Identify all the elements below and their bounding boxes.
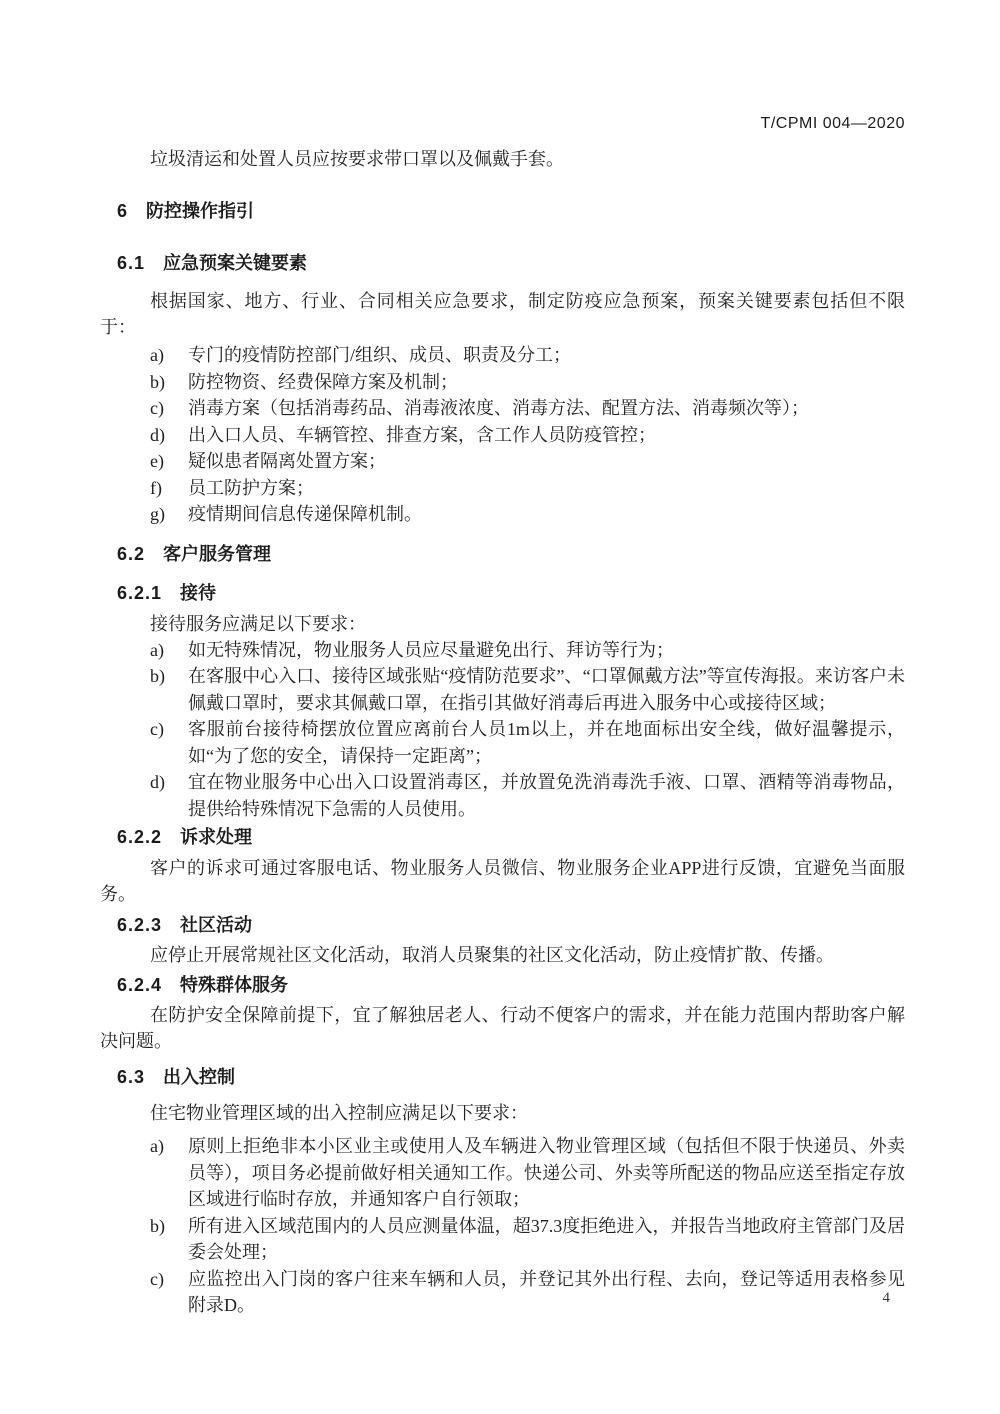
clause-6-2-1-title: 接待 bbox=[180, 582, 217, 603]
paragraph-complaint-handling: 客户的诉求可通过客服电话、物业服务人员微信、物业服务企业APP进行反馈，宜避免当面服务。 bbox=[100, 858, 905, 904]
list-text: 如无特殊情况，物业服务人员应尽量避免出行、拜访等行为； bbox=[188, 639, 674, 660]
paragraph-waste-staff: 垃圾清运和处置人员应按要求带口罩以及佩戴手套。 bbox=[150, 149, 564, 169]
page-number: 4 bbox=[882, 1290, 890, 1306]
list-marker: d) bbox=[150, 772, 165, 792]
list-marker: b) bbox=[150, 371, 165, 392]
list-emergency-plan-elements bbox=[100, 342, 905, 528]
list-text: 员工防护方案； bbox=[188, 477, 314, 498]
list-item bbox=[100, 342, 905, 369]
clause-6-2-2-number: 6.2.2 bbox=[117, 827, 163, 847]
clause-6-heading bbox=[117, 198, 905, 224]
list-marker: d) bbox=[150, 424, 165, 445]
paragraph-emergency-plan-intro: 根据国家、地方、行业、合同相关应急要求，制定防疫应急预案，预案关键要素包括但不限于： bbox=[100, 291, 905, 337]
clause-6-1-heading bbox=[117, 250, 905, 276]
paragraph-special-groups: 在防护安全保障前提下，宜了解独居老人、行动不便客户的需求，并在能力范围内帮助客户解决问题。 bbox=[100, 1005, 905, 1051]
list-item bbox=[100, 475, 905, 502]
clause-6-number: 6 bbox=[117, 201, 129, 221]
list-item bbox=[100, 716, 905, 769]
list-text: 应监控出入门岗的客户往来车辆和人员，并登记其外出行程、去向，登记等适用表格参见附录D。 bbox=[188, 1268, 905, 1315]
list-marker: c) bbox=[150, 1268, 164, 1289]
list-text: 出入口人员、车辆管控、排查方案，含工作人员防疫管控； bbox=[188, 424, 656, 445]
clause-6-1-title: 应急预案关键要素 bbox=[163, 253, 308, 273]
list-item bbox=[100, 422, 905, 449]
clause-6-2-2-heading bbox=[117, 824, 905, 850]
list-item bbox=[100, 1266, 905, 1319]
paragraph-access-control-intro: 住宅物业管理区域的出入控制应满足以下要求： bbox=[150, 1103, 528, 1123]
clause-6-3-number: 6.3 bbox=[117, 1067, 146, 1087]
list-text: 在客服中心入口、接待区域张贴“疫情防范要求”、“口罩佩戴方法”等宣传海报。来访客户未佩戴口罩时，要求其佩戴口罩，在指引其做好消毒后再进入服务中心或接待区域； bbox=[188, 666, 905, 713]
list-reception-requirements bbox=[100, 637, 905, 823]
list-marker: g) bbox=[150, 504, 165, 524]
list-text: 消毒方案（包括消毒药品、消毒液浓度、消毒方法、配置方法、消毒频次等）； bbox=[188, 398, 809, 418]
list-marker: c) bbox=[150, 398, 164, 418]
list-text: 防控物资、经费保障方案及机制； bbox=[188, 371, 458, 392]
clause-6-1-number: 6.1 bbox=[117, 253, 146, 273]
clause-6-3-title: 出入控制 bbox=[163, 1067, 236, 1087]
list-text: 宜在物业服务中心出入口设置消毒区，并放置免洗消毒洗手液、口罩、酒精等消毒物品，提供给特殊情况下急需的人员使用。 bbox=[188, 772, 905, 819]
list-access-control-requirements bbox=[100, 1133, 905, 1319]
list-item bbox=[100, 1213, 905, 1266]
doc-reference: T/CPMI 004—2020 bbox=[760, 115, 905, 132]
clause-6-2-title: 客户服务管理 bbox=[163, 543, 272, 564]
clause-6-2-4-title: 特殊群体服务 bbox=[180, 975, 289, 995]
list-item bbox=[100, 448, 905, 475]
list-text: 疑似患者隔离处置方案； bbox=[188, 451, 386, 471]
list-marker: f) bbox=[150, 477, 162, 498]
list-text: 专门的疫情防控部门/组织、成员、职责及分工； bbox=[188, 345, 571, 365]
list-item bbox=[100, 501, 905, 528]
list-marker: b) bbox=[150, 666, 165, 686]
list-marker: b) bbox=[150, 1215, 165, 1236]
list-item bbox=[100, 395, 905, 422]
list-marker: a) bbox=[150, 639, 164, 660]
clause-6-2-3-heading bbox=[117, 912, 905, 938]
list-text: 原则上拒绝非本小区业主或使用人及车辆进入物业管理区域（包括但不限于快递员、外卖员等），项目务必提前做好相关通知工作。快递公司、外卖等所配送的物品应送至指定存放区域进行临时存放，并通知客户自行领取； bbox=[188, 1136, 905, 1209]
clause-6-2-4-number: 6.2.4 bbox=[117, 975, 163, 995]
list-item bbox=[100, 369, 905, 396]
list-item bbox=[100, 1133, 905, 1213]
list-item bbox=[100, 637, 905, 664]
list-item bbox=[100, 663, 905, 716]
clause-6-2-3-number: 6.2.3 bbox=[117, 915, 163, 935]
clause-6-2-1-number: 6.2.1 bbox=[117, 582, 163, 603]
list-item bbox=[100, 769, 905, 822]
list-marker: a) bbox=[150, 1136, 164, 1156]
paragraph-reception-intro: 接待服务应满足以下要求： bbox=[150, 613, 366, 634]
clause-6-3-heading bbox=[117, 1064, 905, 1090]
clause-6-2-1-heading bbox=[117, 580, 905, 606]
clause-6-2-3-title: 社区活动 bbox=[180, 915, 253, 935]
clause-6-2-number: 6.2 bbox=[117, 543, 146, 564]
clause-6-2-heading bbox=[117, 541, 905, 567]
list-text: 疫情期间信息传递保障机制。 bbox=[188, 504, 422, 524]
list-text: 客服前台接待椅摆放位置应离前台人员1m以上，并在地面标出安全线，做好温馨提示，如“为了您的安全，请保持一定距离”； bbox=[188, 719, 905, 766]
clause-6-title: 防控操作指引 bbox=[146, 201, 255, 221]
list-marker: a) bbox=[150, 345, 164, 365]
clause-6-2-4-heading bbox=[117, 972, 905, 998]
list-text: 所有进入区域范围内的人员应测量体温，超37.3度拒绝进入，并报告当地政府主管部门及居委会处理； bbox=[188, 1215, 905, 1262]
paragraph-community-activities: 应停止开展常规社区文化活动，取消人员聚集的社区文化活动，防止疫情扩散、传播。 bbox=[150, 945, 834, 965]
list-marker: c) bbox=[150, 719, 164, 739]
list-marker: e) bbox=[150, 451, 164, 471]
clause-6-2-2-title: 诉求处理 bbox=[180, 827, 253, 847]
